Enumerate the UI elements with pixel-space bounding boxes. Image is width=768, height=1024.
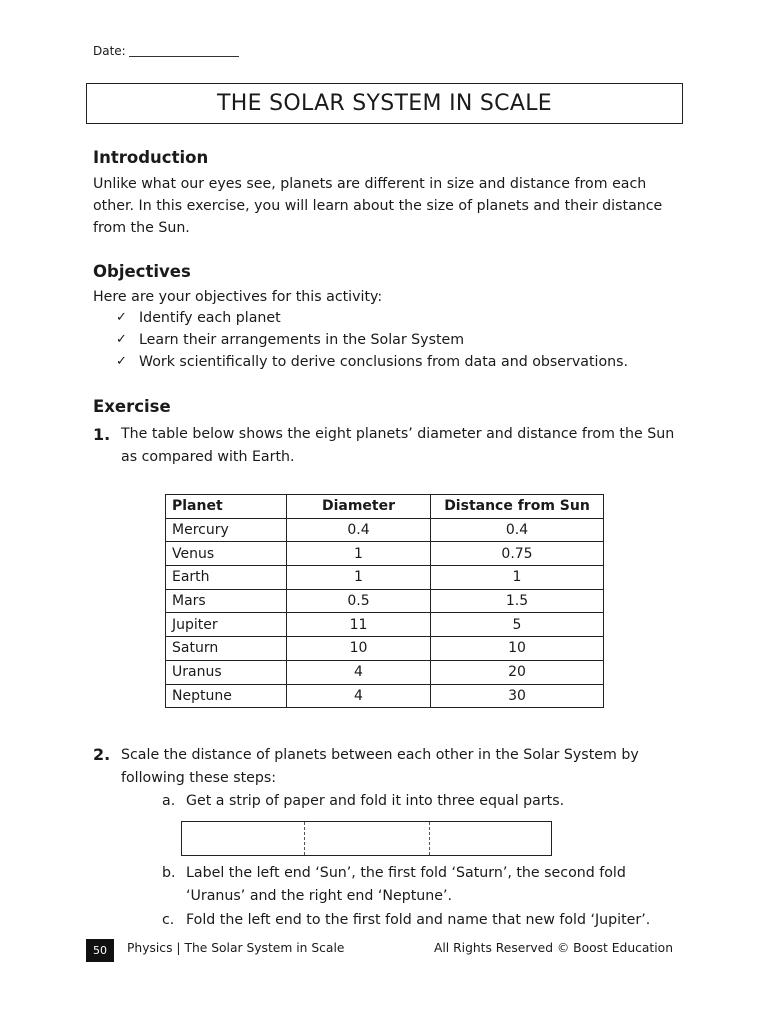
distance-cell: 30 (431, 684, 604, 708)
checkmark-icon: ✓ (116, 332, 127, 347)
substep-text: Get a strip of paper and fold it into three equal parts. (186, 793, 565, 809)
distance-cell: 0.4 (431, 518, 604, 542)
diameter-cell: 4 (287, 684, 431, 708)
step-2-number: 2. (93, 745, 111, 764)
step-2-text: Scale the distance of planets between each other in the Solar System by following these steps: (121, 747, 639, 786)
distance-cell: 1.5 (431, 589, 604, 613)
table-row (166, 589, 604, 613)
table-row (166, 613, 604, 637)
planet-cell: Venus (166, 542, 287, 566)
substep-letter: c. (162, 912, 175, 928)
table-row (166, 660, 604, 684)
objectives-heading: Objectives (93, 262, 191, 281)
date-blank-line (129, 44, 239, 57)
introduction-heading: Introduction (93, 148, 209, 167)
substep-letter: b. (162, 865, 176, 881)
diameter-cell: 0.5 (287, 589, 431, 613)
diameter-cell: 11 (287, 613, 431, 637)
column-header-planet: Planet (166, 495, 287, 519)
paper-strip-diagram (181, 821, 552, 856)
planet-cell: Neptune (166, 684, 287, 708)
objective-text: Work scientifically to derive conclusions from data and observations. (139, 354, 629, 370)
list-item (116, 329, 628, 351)
distance-cell: 5 (431, 613, 604, 637)
diameter-cell: 0.4 (287, 518, 431, 542)
fold-line (304, 822, 305, 855)
page-number-badge: 50 (86, 939, 114, 962)
distance-cell: 0.75 (431, 542, 604, 566)
planet-cell: Earth (166, 566, 287, 590)
page-title: THE SOLAR SYSTEM IN SCALE (86, 83, 683, 124)
objectives-intro: Here are your objectives for this activity: (93, 289, 383, 305)
objective-text: Identify each planet (139, 310, 281, 326)
column-header-distance: Distance from Sun (431, 495, 604, 519)
planets-table (165, 494, 604, 708)
table-header-row (166, 495, 604, 519)
substep-text: Fold the left end to the first fold and name that new fold ‘Jupiter’. (186, 912, 651, 928)
distance-cell: 10 (431, 637, 604, 661)
diameter-cell: 10 (287, 637, 431, 661)
checkmark-icon: ✓ (116, 354, 127, 369)
checkmark-icon: ✓ (116, 310, 127, 325)
table-row (166, 566, 604, 590)
planet-cell: Mercury (166, 518, 287, 542)
exercise-heading: Exercise (93, 397, 171, 416)
planet-cell: Jupiter (166, 613, 287, 637)
substep-letter: a. (162, 793, 176, 809)
footer-course-title: Physics | The Solar System in Scale (127, 941, 345, 955)
planet-cell: Saturn (166, 637, 287, 661)
step-1-text: The table below shows the eight planets’ diameter and distance from the Sun as compared with Earth. (121, 426, 675, 465)
list-item (116, 307, 628, 329)
planet-cell: Uranus (166, 660, 287, 684)
substep-text: Label the left end ‘Sun’, the first fold ‘Saturn’, the second fold ‘Uranus’ and the right end ‘Neptune’. (186, 865, 626, 904)
footer-copyright: All Rights Reserved © Boost Education (433, 941, 673, 955)
planet-cell: Mars (166, 589, 287, 613)
objective-text: Learn their arrangements in the Solar System (139, 332, 465, 348)
diameter-cell: 4 (287, 660, 431, 684)
date-label: Date: (93, 44, 126, 58)
diameter-cell: 1 (287, 566, 431, 590)
table-row (166, 542, 604, 566)
table-row (166, 637, 604, 661)
date-field (93, 44, 239, 58)
distance-cell: 1 (431, 566, 604, 590)
column-header-diameter: Diameter (287, 495, 431, 519)
introduction-text: Unlike what our eyes see, planets are different in size and distance from each other. In this exercise, you will learn about the size of planets and their distance from the Sun. (93, 176, 663, 236)
objectives-list (116, 307, 628, 373)
list-item (116, 351, 628, 373)
table-row (166, 518, 604, 542)
distance-cell: 20 (431, 660, 604, 684)
step-1-number: 1. (93, 425, 111, 444)
diameter-cell: 1 (287, 542, 431, 566)
fold-line (429, 822, 430, 855)
table-row (166, 684, 604, 708)
